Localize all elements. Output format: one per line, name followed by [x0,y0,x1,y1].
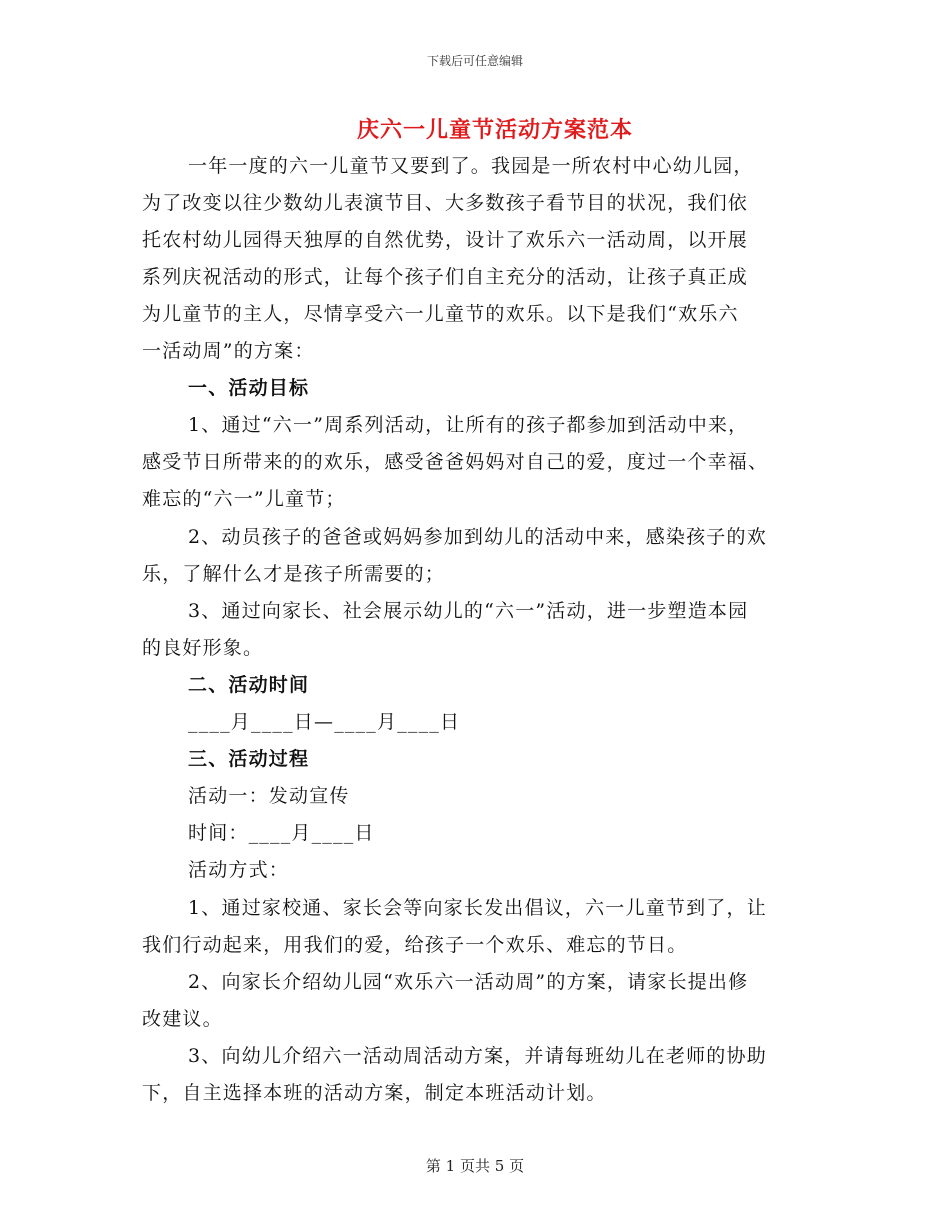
body-line: 3、向幼儿介绍六一活动周活动方案，并请每班幼儿在老师的协助 [188,1045,767,1067]
page-number-footer: 第 1 页共 5 页 [425,1157,525,1175]
body-line: 2、向家长介绍幼儿园“欢乐六一活动周”的方案，请家长提出修 [188,971,749,993]
body-line: 我们行动起来，用我们的爱，给孩子一个欢乐、难忘的节日。 [142,934,688,956]
date-blank-line: 时间：____月____日 [188,822,375,844]
document-title: 庆六一儿童节活动方案范本 [356,117,633,143]
body-line: 1、通过家校通、家长会等向家长发出倡议，六一儿童节到了，让 [188,897,767,919]
body-line: 乐，了解什么才是孩子所需要的； [142,563,446,585]
body-line: 为儿童节的主人，尽情享受六一儿童节的欢乐。以下是我们“欢乐六 [142,303,739,325]
body-line: 一年一度的六一儿童节又要到了。我园是一所农村中心幼儿园， [188,155,754,177]
date-blank-line: ____月____日—____月____日 [188,711,461,733]
section-heading-process: 三、活动过程 [188,748,310,770]
page-header-note: 下载后可任意编辑 [426,54,523,68]
body-line: 改建议。 [142,1008,223,1030]
body-line: 2、动员孩子的爸爸或妈妈参加到幼儿的活动中来，感染孩子的欢 [188,526,767,548]
section-heading-goals: 一、活动目标 [188,377,310,399]
body-line: 活动一：发动宣传 [188,785,350,807]
body-line: 难忘的“六一”儿童节； [142,488,346,510]
body-line: 系列庆祝活动的形式，让每个孩子们自主充分的活动，让孩子真正成 [142,266,749,288]
body-line: 托农村幼儿园得天独厚的自然优势，设计了欢乐六一活动周，以开展 [142,229,749,251]
body-line: 1、通过“六一”周系列活动，让所有的孩子都参加到活动中来， [188,414,749,436]
body-line: 为了改变以往少数幼儿表演节目、大多数孩子看节目的状况，我们依 [142,192,749,214]
body-line: 一活动周”的方案： [142,340,315,362]
section-heading-time: 二、活动时间 [188,674,310,696]
body-line: 3、通过向家长、社会展示幼儿的“六一”活动，进一步塑造本园 [188,600,749,622]
body-line: 下，自主选择本班的活动方案，制定本班活动计划。 [142,1082,607,1104]
body-line: 感受节日所带来的的欢乐，感受爸爸妈妈对自己的爱，度过一个幸福、 [142,451,769,473]
body-line: 活动方式： [188,859,290,881]
body-line: 的良好形象。 [142,637,264,659]
